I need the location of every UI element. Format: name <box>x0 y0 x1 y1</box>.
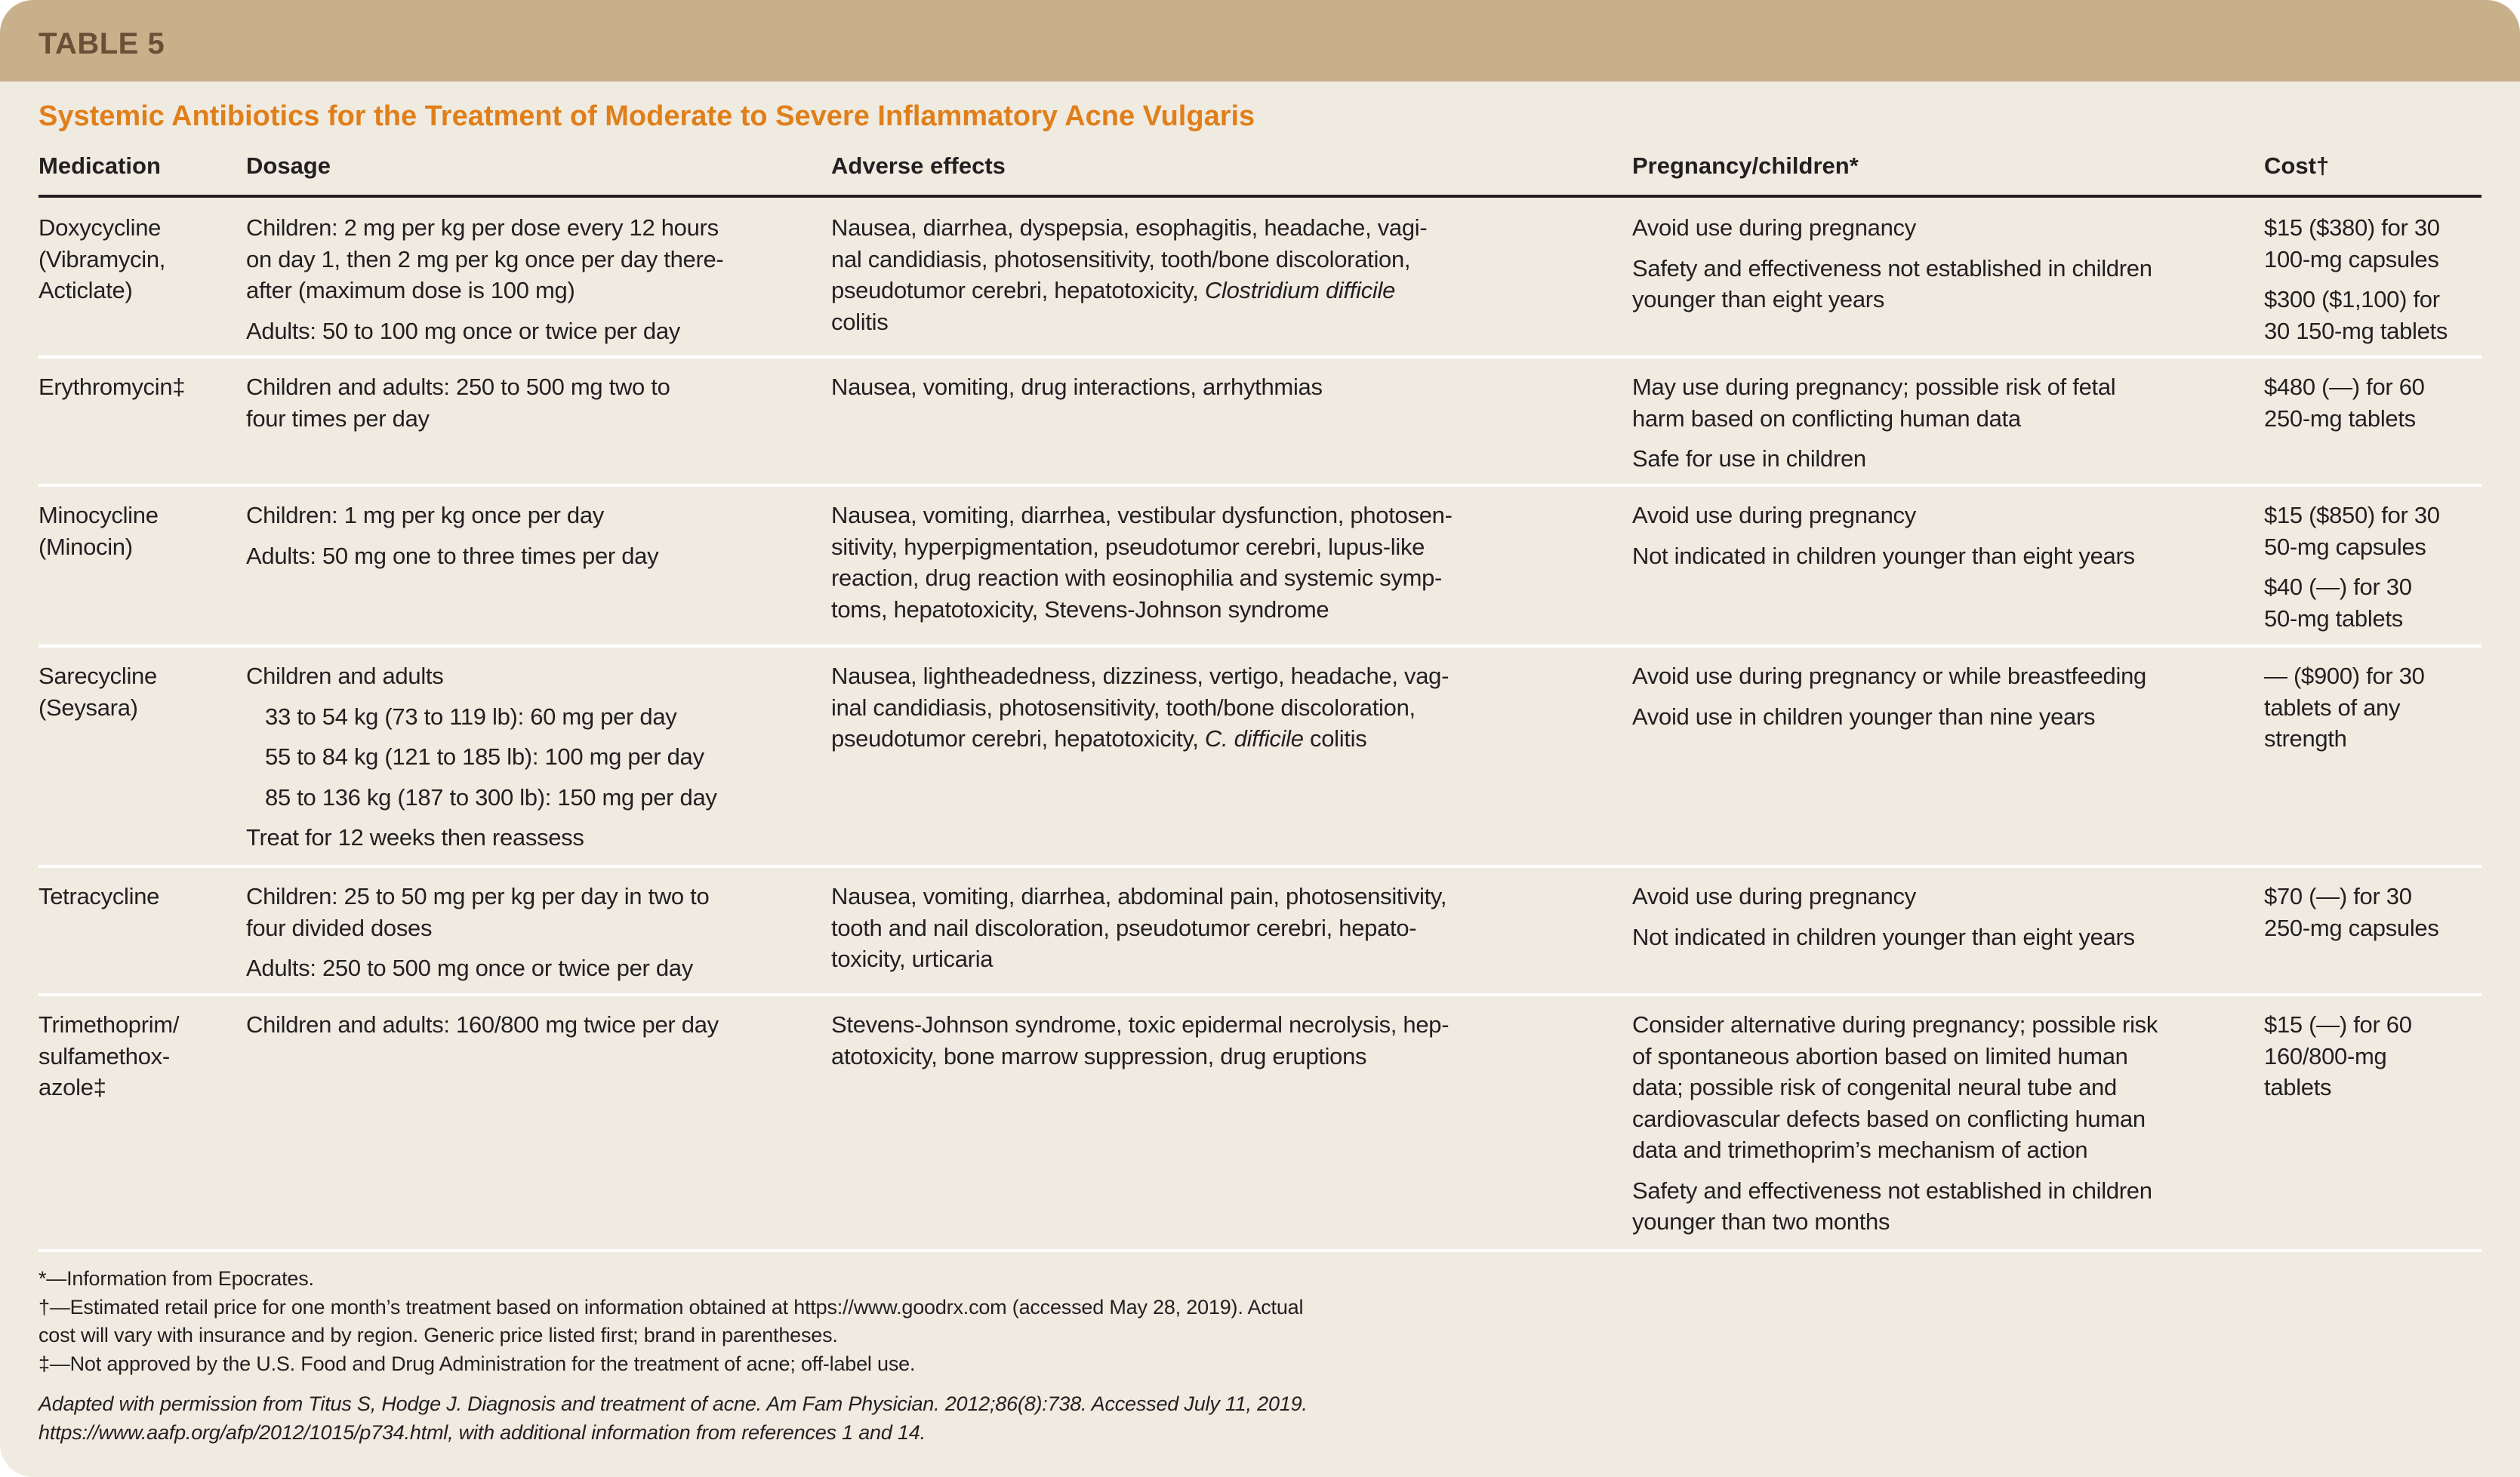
cell-paragraph <box>246 1009 719 1041</box>
text-line: 50-mg capsules <box>2264 533 2426 560</box>
text-segment: toxicity, urticaria <box>831 946 994 972</box>
dosage-cell <box>246 212 723 355</box>
text-segment: sitivity, hyperpigmentation, pseudotumor cerebri, lupus-like <box>831 533 1425 560</box>
cell-paragraph <box>831 660 1449 755</box>
medication-name-line: Minocycline <box>39 502 159 528</box>
text-line: tablets of any <box>2264 694 2401 721</box>
text-line: Avoid use during pregnancy <box>1632 214 1916 241</box>
text-segment: Nausea, vomiting, diarrhea, vestibular dysfunction, photosen- <box>831 502 1453 528</box>
text-segment: colitis <box>1303 725 1367 752</box>
cost-cell <box>2264 500 2440 643</box>
pregnancy-children-cell <box>1632 500 2135 580</box>
medication-name-line: Doxycycline <box>39 214 162 241</box>
medication-name-line: Trimethoprim/ <box>39 1011 180 1038</box>
text-line: 160/800-mg <box>2264 1042 2387 1069</box>
footnote: *—Information from Epocrates. <box>39 1267 314 1290</box>
text-line: Not indicated in children younger than eight years <box>1632 542 2135 569</box>
text-line <box>831 1009 1449 1041</box>
text-line: $40 (—) for 30 <box>2264 574 2412 600</box>
cell-paragraph <box>246 315 723 347</box>
cell-paragraph <box>1632 660 2146 692</box>
text-line: May use during pregnancy; possible risk of fetal <box>1632 374 2116 400</box>
text-line: Children: 2 mg per kg per dose every 12 hours <box>246 214 719 241</box>
cell-paragraph <box>2264 571 2440 634</box>
adverse-effects-cell <box>831 1009 1449 1081</box>
medication-name-line: azole‡ <box>39 1074 106 1100</box>
text-line: $300 ($1,100) for <box>2264 286 2440 312</box>
medication-name-line: Acticlate) <box>39 277 133 303</box>
medication-cell <box>39 1009 179 1103</box>
text-line: $15 (—) for 60 <box>2264 1011 2412 1038</box>
pregnancy-children-cell <box>1632 371 2115 484</box>
cell-paragraph <box>1632 881 2135 912</box>
text-line: Children: 25 to 50 mg per kg per day in two to <box>246 883 710 909</box>
header-rule <box>39 195 2481 198</box>
text-segment: colitis <box>831 308 889 335</box>
row-divider <box>39 484 2481 487</box>
text-line: 250-mg tablets <box>2264 405 2416 432</box>
cell-paragraph <box>246 660 717 692</box>
row-divider <box>39 865 2481 868</box>
cost-cell <box>2264 212 2448 355</box>
medication-cell <box>39 660 157 723</box>
column-header-cost: Cost† <box>2264 152 2330 179</box>
medication-name-line: sulfamethox- <box>39 1042 170 1069</box>
medication-cell <box>39 212 165 306</box>
footnote: †—Estimated retail price for one month’s treatment based on information obtained at https://www.goodrx.com (accessed May 28, 2019). Actual <box>39 1295 1304 1319</box>
dosage-cell <box>246 500 658 580</box>
text-line <box>831 244 1427 275</box>
cell-paragraph <box>1632 1175 2158 1238</box>
text-line <box>831 881 1446 912</box>
medication-name-line: (Vibramycin, <box>39 245 166 272</box>
row-divider <box>39 993 2481 996</box>
cell-paragraph <box>1632 371 2115 434</box>
pregnancy-children-cell <box>1632 212 2152 325</box>
text-line <box>831 212 1427 244</box>
dosage-cell <box>246 371 670 443</box>
table-title: Systemic Antibiotics for the Treatment of Moderate to Severe Inflammatory Acne Vulgaris <box>39 100 1255 132</box>
footnotes <box>39 1265 1308 1447</box>
cell-paragraph <box>831 1009 1449 1072</box>
text-line: strength <box>2264 725 2347 752</box>
dosage-cell <box>246 881 709 993</box>
cell-paragraph <box>246 741 717 773</box>
text-line: Safety and effectiveness not established in children <box>1632 1177 2152 1204</box>
medication-name-line: (Seysara) <box>39 694 138 721</box>
cell-paragraph <box>1632 443 2115 475</box>
text-line: $70 (—) for 30 <box>2264 883 2412 909</box>
text-line: Children and adults <box>246 663 444 689</box>
text-line: 50-mg tablets <box>2264 605 2403 632</box>
cell-paragraph <box>1632 212 2152 244</box>
footnote: cost will vary with insurance and by region. Generic price listed first; brand in parentheses. <box>39 1324 838 1346</box>
text-line <box>831 371 1323 403</box>
cell-paragraph <box>246 952 709 984</box>
text-line: Not indicated in children younger than eight years <box>1632 923 2135 950</box>
text-line <box>831 912 1446 944</box>
source-line: https://www.aafp.org/afp/2012/1015/p734.html, with additional information from references 1 and 14. <box>39 1420 926 1444</box>
text-segment: tooth and nail discoloration, pseudotumor cerebri, hepato- <box>831 914 1417 941</box>
cell-paragraph <box>246 782 717 814</box>
cell-paragraph <box>2264 881 2439 943</box>
text-line: four divided doses <box>246 914 433 941</box>
text-line: 85 to 136 kg (187 to 300 lb): 150 mg per day <box>265 783 717 811</box>
source-citation <box>39 1390 1308 1447</box>
text-line: Avoid use in children younger than nine years <box>1632 703 2096 730</box>
text-line: Avoid use during pregnancy <box>1632 883 1916 909</box>
cell-paragraph <box>1632 500 2135 531</box>
cell-paragraph <box>246 371 670 434</box>
text-segment: pseudotumor cerebri, hepatotoxicity, <box>831 725 1205 752</box>
cell-paragraph <box>1632 922 2135 953</box>
source-line: Adapted with permission from Titus S, Hodge J. Diagnosis and treatment of acne. Am Fam Physician. 2012;86(8):738. Accessed July 11, 2019. <box>39 1392 1308 1415</box>
text-line: Adults: 250 to 500 mg once or twice per day <box>246 955 693 981</box>
text-line: Adults: 50 to 100 mg once or twice per day <box>246 317 681 344</box>
dosage-cell <box>246 660 717 863</box>
text-line: Avoid use during pregnancy or while breastfeeding <box>1632 663 2146 689</box>
text-line: Children: 1 mg per kg once per day <box>246 502 605 528</box>
column-header-adverse-effects: Adverse effects <box>831 152 1006 179</box>
cell-paragraph <box>831 212 1427 337</box>
text-segment: Nausea, diarrhea, dyspepsia, esophagitis, headache, vagi- <box>831 214 1428 241</box>
text-line: Children and adults: 160/800 mg twice per day <box>246 1011 719 1038</box>
text-line: Children and adults: 250 to 500 mg two to <box>246 374 670 400</box>
column-header-dosage: Dosage <box>246 152 331 179</box>
medication-name-line: (Minocin) <box>39 533 133 560</box>
text-segment: nal candidiasis, photosensitivity, tooth/bone discoloration, <box>831 245 1411 272</box>
text-line: cardiovascular defects based on conflicting human <box>1632 1105 2146 1132</box>
medication-name-line: Sarecycline <box>39 663 157 689</box>
text-line: on day 1, then 2 mg per kg once per day there- <box>246 245 724 272</box>
text-line <box>831 306 1427 338</box>
adverse-effects-cell <box>831 212 1427 346</box>
cost-cell <box>2264 1009 2412 1112</box>
text-line: Treat for 12 weeks then reassess <box>246 824 584 851</box>
cost-cell <box>2264 660 2425 764</box>
cell-paragraph <box>831 371 1323 403</box>
cell-paragraph <box>246 540 658 572</box>
footnote: ‡—Not approved by the U.S. Food and Drug Administration for the treatment of acne; off-label use. <box>39 1352 916 1375</box>
text-line: Consider alternative during pregnancy; possible risk <box>1632 1011 2158 1038</box>
text-segment: Nausea, lightheadedness, dizziness, vertigo, headache, vag- <box>831 663 1449 689</box>
text-line: $480 (—) for 60 <box>2264 374 2425 400</box>
text-line: 100-mg capsules <box>2264 245 2439 272</box>
text-line <box>831 500 1453 531</box>
cell-paragraph <box>246 212 723 306</box>
italic-term: C. difficile <box>1204 725 1304 752</box>
text-line <box>831 723 1449 755</box>
cell-paragraph <box>246 881 709 943</box>
cell-paragraph <box>1632 701 2146 733</box>
text-line <box>831 943 1446 975</box>
text-line: data and trimethoprim’s mechanism of action <box>1632 1137 2088 1163</box>
medication-cell <box>39 500 159 562</box>
text-line <box>831 1041 1449 1072</box>
medication-cell <box>39 371 185 403</box>
row-divider <box>39 355 2481 358</box>
text-segment: Nausea, vomiting, diarrhea, abdominal pain, photosensitivity, <box>831 883 1447 909</box>
column-header-pregnancy-children: Pregnancy/children* <box>1632 152 1859 179</box>
text-segment: Nausea, vomiting, drug interactions, arrhythmias <box>831 374 1323 400</box>
text-line: 33 to 54 kg (73 to 119 lb): 60 mg per day <box>265 703 677 730</box>
adverse-effects-cell <box>831 500 1453 634</box>
text-line: Safety and effectiveness not established in children <box>1632 254 2152 282</box>
text-line <box>831 562 1453 594</box>
pregnancy-children-cell <box>1632 1009 2158 1247</box>
text-line: 250-mg capsules <box>2264 914 2439 941</box>
text-line: Adults: 50 mg one to three times per day <box>246 542 659 569</box>
medication-name-line: Tetracycline <box>39 883 160 909</box>
text-segment: atotoxicity, bone marrow suppression, drug eruptions <box>831 1042 1367 1069</box>
text-line: harm based on conflicting human data <box>1632 405 2021 432</box>
text-line: younger than eight years <box>1632 286 1885 312</box>
cell-paragraph <box>2264 284 2448 346</box>
text-line: younger than two months <box>1632 1208 1890 1235</box>
italic-term: Clostridium difficile <box>1204 277 1396 303</box>
row-divider <box>39 1249 2481 1252</box>
text-line: $15 ($850) for 30 <box>2264 502 2440 528</box>
text-line <box>831 594 1453 626</box>
text-line: 30 150-mg tablets <box>2264 317 2448 344</box>
text-line: after (maximum dose is 100 mg) <box>246 277 575 303</box>
cell-paragraph <box>2264 660 2425 755</box>
pregnancy-children-cell <box>1632 660 2146 741</box>
cost-cell <box>2264 881 2439 952</box>
cell-paragraph <box>246 701 717 733</box>
cell-paragraph <box>2264 500 2440 562</box>
pregnancy-children-cell <box>1632 881 2135 962</box>
cost-cell <box>2264 371 2425 443</box>
table-label: TABLE 5 <box>39 27 165 60</box>
dosage-cell <box>246 1009 719 1050</box>
cell-paragraph <box>2264 371 2425 434</box>
text-line: 55 to 84 kg (121 to 185 lb): 100 mg per day <box>265 743 704 770</box>
text-line: Safe for use in children <box>1632 445 1866 472</box>
medication-name-line: Erythromycin‡ <box>39 374 186 400</box>
cell-paragraph <box>1632 253 2152 315</box>
text-line: $15 ($380) for 30 <box>2264 214 2440 241</box>
table-header-band <box>0 0 2520 82</box>
text-line <box>831 531 1453 563</box>
row-divider <box>39 645 2481 648</box>
cell-paragraph <box>246 822 717 854</box>
column-header-medication: Medication <box>39 152 161 179</box>
text-line: — ($900) for 30 <box>2264 663 2425 689</box>
cell-paragraph <box>246 500 658 531</box>
text-line: of spontaneous abortion based on limited human <box>1632 1042 2128 1069</box>
text-line: tablets <box>2264 1074 2332 1100</box>
text-line <box>831 692 1449 724</box>
cell-paragraph <box>1632 540 2135 572</box>
adverse-effects-cell <box>831 371 1323 412</box>
text-segment: inal candidiasis, photosensitivity, tooth/bone discoloration, <box>831 694 1416 721</box>
text-line <box>831 660 1449 692</box>
adverse-effects-cell <box>831 881 1446 984</box>
cell-paragraph <box>1632 1009 2158 1166</box>
text-segment: reaction, drug reaction with eosinophilia and systemic symp- <box>831 565 1443 591</box>
cell-paragraph <box>2264 212 2448 275</box>
cell-paragraph <box>831 500 1453 625</box>
adverse-effects-cell <box>831 660 1449 764</box>
text-line: Avoid use during pregnancy <box>1632 502 1916 528</box>
cell-paragraph <box>2264 1009 2412 1103</box>
text-line: data; possible risk of congenital neural tube and <box>1632 1074 2117 1100</box>
text-segment: Stevens-Johnson syndrome, toxic epidermal necrolysis, hep- <box>831 1011 1449 1038</box>
text-segment: pseudotumor cerebri, hepatotoxicity, <box>831 277 1205 303</box>
medication-cell <box>39 881 159 912</box>
text-segment: toms, hepatotoxicity, Stevens-Johnson syndrome <box>831 595 1329 623</box>
text-line <box>831 275 1427 306</box>
cell-paragraph <box>831 881 1446 975</box>
text-line: four times per day <box>246 405 430 432</box>
